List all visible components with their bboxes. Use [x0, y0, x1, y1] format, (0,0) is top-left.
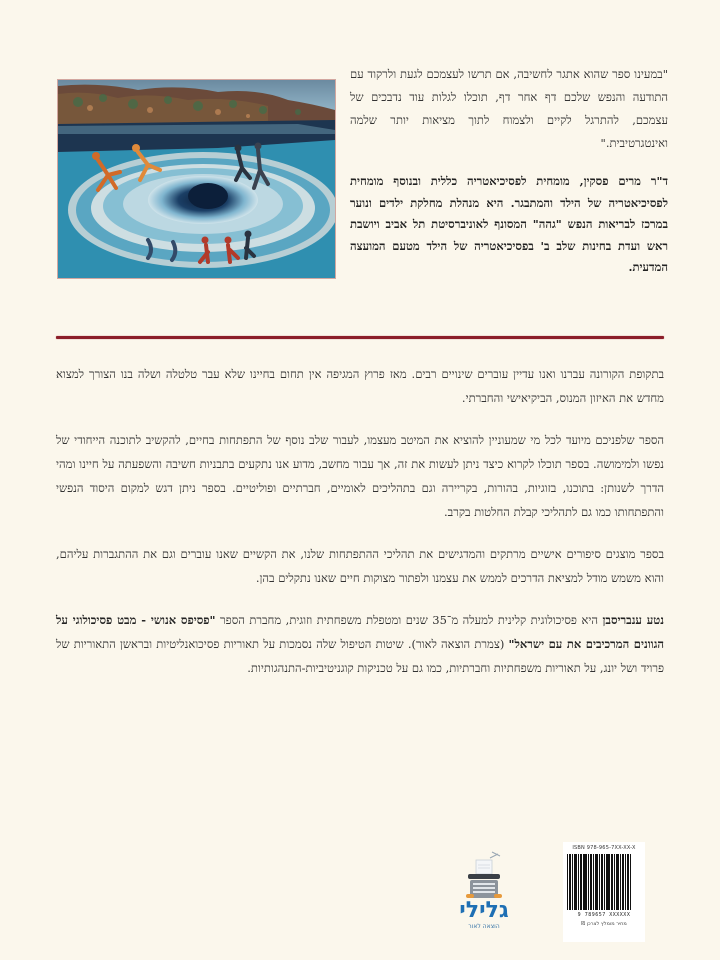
publisher-name: גלילי — [459, 898, 509, 923]
description-paragraph-2: הספר שלפניכם מיועד לכל מי שמעוניין להוציא את המיטב מעצמו, לעבור שלב נוסף של התפתחות בחיים, להקשיב לתוכנה הייחודי של נפשו ולמימושה. בספר תוכלו לקרוא כיצד ניתן לעשות את זה, אך עבור מחשב, מדוע אנו נתקעים בתבניות חשיבה והשפעתה על חיינו ומהי הדרך לשנותן: בתוכנו, בזוגיות, בהורות, בקריירה וגם בתהליכים לאומיים, חברתיים ופוליטיים. בספר ניתן דגש למקום היסוד הנפשי והתפתחותו כמו גם לתהליכי קבלת החלטות בקרב. — [56, 433, 664, 519]
endorsement-block — [350, 63, 668, 279]
book-description — [56, 362, 664, 698]
section-divider — [56, 336, 664, 339]
cover-painting — [57, 79, 336, 279]
publisher-tagline: הוצאה לאור — [468, 923, 500, 930]
previous-book-title: "פסיפס אנושי - מבט פסיכולוגי על הגוונים המרכיבים את עם ישראל" — [56, 613, 664, 651]
author-bio-text-2: (צמרת הוצאה לאור). שיטות הטיפול שלה נסמכות על תאוריות פסיכואנליטיות ובראשן התאוריות של פרויד ושל יונג, על תאוריות משפחתיות וחברתיות, כמו גם על טכניקות קוגניטיביות-התנהגותיות. — [56, 637, 664, 675]
author-bio — [56, 608, 664, 680]
isbn-barcode — [563, 842, 645, 942]
endorser-bio: ד"ר מרים פסקין, מומחית לפסיכיאטריה כללית ובנוסף מומחית לפסיכיאטריה של הילד והמתבגר. היא מנהלת מחלקת ילדים ונוער במרכז לבריאות הנפש "גהה" המסונף לאוניברסיטת תל אביב ויושבת ראש ועדת בחינות שלב ב' בפסיכיאטריה של הילד מטעם המועצה המדעית. — [350, 174, 668, 274]
endorsement-quote: "במעינו ספר שהוא אתגר לחשיבה, אם תרשו לעצמכם לגעת ולרקוד עם התודעה והנפש שלכם דף אחר דף, תוכלו לגלות עוד נדבכים של עצמכם, להתרגל לקיים ולצמוח לתוך מציאות יותר שלמה ואינטגרטיבית." — [350, 67, 668, 150]
recommended-price-label: מחיר מומלץ לצרכן ₪ — [581, 921, 627, 927]
whirlpool-painting-image — [58, 80, 335, 278]
description-paragraph-1: בתקופת הקורונה עברנו ואנו עדיין עוברים שינויים רבים. מאז פרוץ המגיפה אין תחום בחיינו שלא עבר טלטלה ושלה בנו הצורך למצוא מחדש את האיזון המנוס, הביקיאישי והחברתי. — [56, 367, 664, 405]
author-name: נטע ענבריסבן — [602, 613, 664, 627]
author-bio-text-1: היא פסיכולוגית קלינית למעלה מ־35 שנים ומטפלת משפחתית וזוגית, מחברת הספר — [215, 613, 603, 627]
barcode-bars — [567, 854, 641, 910]
isbn-label: ISBN 978-965-7XX-XX-X — [572, 845, 636, 851]
typewriter-icon — [462, 850, 506, 902]
barcode-digits: 9 789657 XXXXXX — [577, 912, 631, 918]
publisher-logo — [452, 850, 516, 946]
description-paragraph-3: בספר מוצגים סיפורים אישיים מרתקים והמדגישים את תהליכי ההתפתחות שלנו, את הקשיים שאנו עוברים וגם את ההתגברות עליהם, והוא משמש מודל למציאת הדרכים לממש את עצמנו ולפתור מצוקות חיים שאנו נתקלים בהן. — [56, 547, 664, 585]
